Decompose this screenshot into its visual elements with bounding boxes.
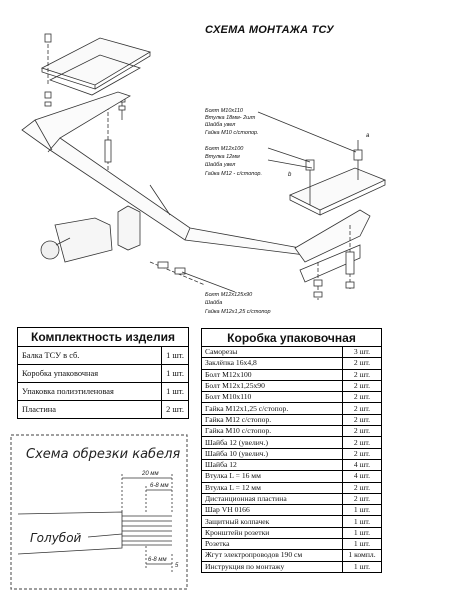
item-name: Болт М10х110 bbox=[202, 392, 343, 403]
callout-nut-m12-125: Гайка М12х1,25 с/стопор bbox=[205, 309, 271, 315]
table-row bbox=[202, 561, 382, 572]
table-row bbox=[18, 365, 189, 383]
item-qty: 1 шт. bbox=[343, 527, 382, 538]
mounting-plate-left bbox=[42, 38, 150, 85]
dim-total: 20 мм bbox=[142, 471, 159, 477]
callout-sleeve-18: Втулка 18мм- 2шт bbox=[205, 115, 256, 121]
item-name: Гайка М10 с/стопор. bbox=[202, 426, 343, 437]
callout-washer-m10: Шайба увел bbox=[205, 122, 236, 128]
item-qty: 2 шт. bbox=[343, 437, 382, 448]
table-row bbox=[18, 401, 189, 419]
table-row bbox=[202, 380, 382, 391]
item-qty: 4 шт. bbox=[343, 471, 382, 482]
callout-washer: Шайба bbox=[205, 300, 223, 306]
item-qty: 1 шт. bbox=[343, 516, 382, 527]
table-row bbox=[202, 358, 382, 369]
box-table bbox=[201, 328, 382, 573]
item-qty: 4 шт. bbox=[343, 459, 382, 470]
item-qty: 1 шт. bbox=[162, 383, 189, 401]
item-name: Кронштейн розетки bbox=[202, 527, 343, 538]
letter-a: a bbox=[366, 133, 370, 139]
item-name: Пластина bbox=[18, 401, 162, 419]
tow-ball bbox=[41, 241, 59, 259]
table-row bbox=[202, 448, 382, 459]
table-row bbox=[202, 493, 382, 504]
table-row bbox=[18, 383, 189, 401]
item-qty: 2 шт. bbox=[162, 401, 189, 419]
callout-nut-m10: Гайка М10 с/стопор. bbox=[205, 130, 259, 136]
item-name: Жгут электропроводов 190 см bbox=[202, 550, 343, 561]
tow-bar-right-arm bbox=[295, 210, 370, 262]
item-qty: 1 шт. bbox=[343, 561, 382, 572]
bolt-right-1 bbox=[306, 160, 314, 170]
bolt-left-top bbox=[45, 34, 51, 42]
item-name: Шайба 12 bbox=[202, 459, 343, 470]
item-name: Упаковка полиэтиленовая bbox=[18, 383, 162, 401]
mounting-plate-right bbox=[290, 168, 385, 210]
ball-mount-bracket bbox=[55, 218, 112, 262]
item-qty: 2 шт. bbox=[343, 380, 382, 391]
box-table-title: Коробка упаковочная bbox=[202, 329, 382, 347]
callout-nut-m12: Гайка М12 - с/стопор. bbox=[205, 171, 262, 177]
table-row bbox=[202, 516, 382, 527]
dim-bottom: 6-8 мм bbox=[148, 557, 167, 563]
item-qty: 1 шт. bbox=[343, 505, 382, 516]
item-name: Гайка М12х1,25 с/стопор. bbox=[202, 403, 343, 414]
callout-washer-m12: Шайба увел bbox=[205, 162, 236, 168]
item-name: Шар VH 0166 bbox=[202, 505, 343, 516]
diagram-title: СХЕМА МОНТАЖА ТСУ bbox=[205, 24, 334, 36]
nut-left bbox=[45, 92, 51, 98]
cable-cut-diagram bbox=[10, 434, 188, 590]
bolt-center bbox=[105, 140, 111, 162]
item-qty: 2 шт. bbox=[343, 493, 382, 504]
cable-diagram-title: Схема обрезки кабеля bbox=[26, 447, 181, 462]
item-name: Балка ТСУ в сб. bbox=[18, 347, 162, 365]
item-name: Болт М12х100 bbox=[202, 369, 343, 380]
table-row bbox=[202, 369, 382, 380]
item-name: Инструкция по монтажу bbox=[202, 561, 343, 572]
item-name: Гайка М12 с/стопор. bbox=[202, 414, 343, 425]
table-row bbox=[202, 539, 382, 550]
kit-table-title: Комплектность изделия bbox=[18, 328, 189, 347]
item-qty: 2 шт. bbox=[343, 426, 382, 437]
callout-bolt-m12-100: Болт М12х100 bbox=[205, 146, 244, 152]
item-name: Защитный колпачек bbox=[202, 516, 343, 527]
item-qty: 1 компл. bbox=[343, 550, 382, 561]
table-row bbox=[202, 426, 382, 437]
table-row bbox=[202, 459, 382, 470]
item-qty: 1 шт. bbox=[162, 347, 189, 365]
socket-bracket bbox=[118, 206, 140, 250]
table-row bbox=[202, 403, 382, 414]
dim-mid: 6-8 мм bbox=[150, 483, 169, 489]
item-name: Заклёпка 16х4,8 bbox=[202, 358, 343, 369]
item-qty: 1 шт. bbox=[343, 539, 382, 550]
item-qty: 2 шт. bbox=[343, 403, 382, 414]
table-row bbox=[202, 527, 382, 538]
item-name: Шайба 12 (увелич.) bbox=[202, 437, 343, 448]
item-qty: 2 шт. bbox=[343, 448, 382, 459]
item-name: Шайба 10 (увелич.) bbox=[202, 448, 343, 459]
callout-bolt-m10-110: Болт М10х110 bbox=[205, 108, 243, 114]
callout-bolt-m12-125: Болт М12х125х90 bbox=[205, 292, 253, 298]
item-qty: 2 шт. bbox=[343, 414, 382, 425]
item-name: Розетка bbox=[202, 539, 343, 550]
item-qty: 1 шт. bbox=[162, 365, 189, 383]
table-row bbox=[202, 347, 382, 358]
item-name: Втулка L = 12 мм bbox=[202, 482, 343, 493]
dim-small: 5 bbox=[175, 563, 179, 569]
table-row bbox=[202, 482, 382, 493]
item-name: Саморезы bbox=[202, 347, 343, 358]
table-row bbox=[18, 347, 189, 365]
kit-table bbox=[17, 327, 189, 419]
item-qty: 2 шт. bbox=[343, 482, 382, 493]
item-name: Дистанционная пластина bbox=[202, 493, 343, 504]
table-row bbox=[202, 437, 382, 448]
item-name: Втулка L = 16 мм bbox=[202, 471, 343, 482]
letter-b: b bbox=[288, 172, 292, 178]
item-qty: 3 шт. bbox=[343, 347, 382, 358]
table-row bbox=[202, 505, 382, 516]
item-name: Коробка упаковочная bbox=[18, 365, 162, 383]
item-name: Болт М12х1,25х90 bbox=[202, 380, 343, 391]
table-row bbox=[202, 392, 382, 403]
table-row bbox=[202, 471, 382, 482]
table-row bbox=[202, 550, 382, 561]
item-qty: 2 шт. bbox=[343, 369, 382, 380]
callout-sleeve-12: Втулка 12мм bbox=[205, 154, 240, 160]
item-qty: 2 шт. bbox=[343, 392, 382, 403]
item-qty: 2 шт. bbox=[343, 358, 382, 369]
table-row bbox=[202, 414, 382, 425]
wire-label-blue: Голубой bbox=[30, 531, 82, 545]
